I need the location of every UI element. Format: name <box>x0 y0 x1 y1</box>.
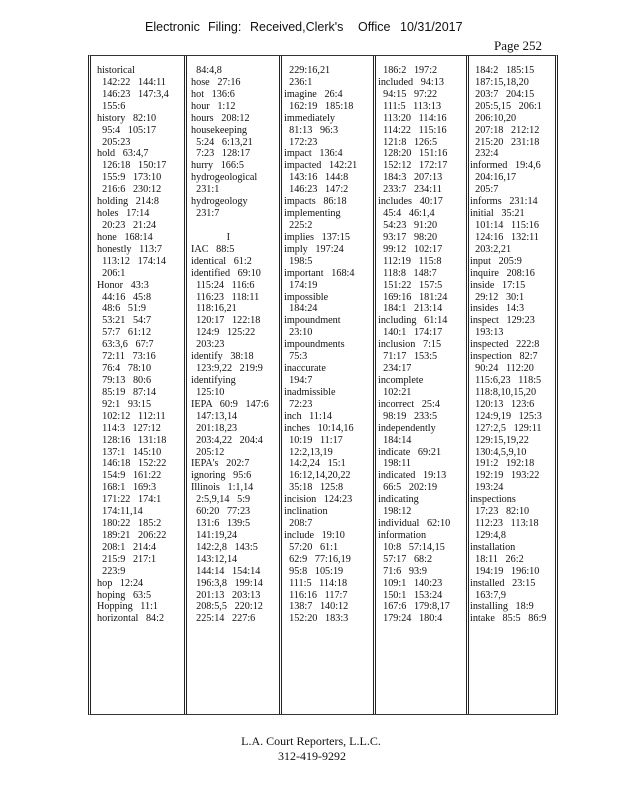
index-entry: 90:24 112:20 <box>470 363 534 375</box>
index-entry: 114:3 127:12 <box>97 422 161 434</box>
index-entry: IEPA 60:9 147:6 <box>191 398 269 410</box>
index-entry: 12:2,13,19 <box>284 446 333 458</box>
index-entry: 174:19 <box>284 279 318 291</box>
index-entry: 184:14 <box>378 434 412 446</box>
index-entry: 57:20 61:1 <box>284 541 339 553</box>
index-entry: 143:16 144:8 <box>284 172 349 184</box>
index-entry: 127:2,5 129:11 <box>470 422 542 434</box>
index-entry: 231:1 <box>191 184 220 196</box>
index-entry: insides 14:3 <box>470 303 525 315</box>
index-entry: IEPA's 202:7 <box>191 458 250 470</box>
index-entry: 120:17 122:18 <box>191 315 261 327</box>
index-entry: hoping 63:5 <box>97 589 152 601</box>
index-entry: 194:19 196:10 <box>470 565 540 577</box>
index-entry: inquire 208:16 <box>470 267 535 279</box>
index-entry: 112:23 113:18 <box>470 518 539 530</box>
index-entry: 5:24 6:13,21 <box>191 136 253 148</box>
index-entry: 115:6,23 118:5 <box>470 374 542 386</box>
index-entry: 231:7 <box>191 208 220 220</box>
index-entry: informs 231:14 <box>470 196 538 208</box>
index-entry: 154:9 161:22 <box>97 470 162 482</box>
index-entry: 208:1 214:4 <box>97 541 157 553</box>
index-entry: 232:4 <box>470 148 499 160</box>
index-entry: 112:19 115:8 <box>378 255 442 267</box>
index-entry: 137:1 145:10 <box>97 446 162 458</box>
index-entry: included 94:13 <box>378 76 444 88</box>
index-entry: input 205:9 <box>470 255 522 267</box>
index-entry: 125:10 <box>191 386 225 398</box>
index-entry: 198:11 <box>378 458 412 470</box>
index-entry: 45:4 46:1,4 <box>378 208 435 220</box>
stamp-word: Electronic <box>145 20 200 34</box>
index-entry: 126:18 150:17 <box>97 160 167 172</box>
index-entry: 184:1 213:14 <box>378 303 443 315</box>
index-entry: 201:13 203:13 <box>191 589 261 601</box>
index-entry: indicate 69:21 <box>378 446 442 458</box>
index-entry: inspect 129:23 <box>470 315 535 327</box>
index-entry: imply 197:24 <box>284 243 344 255</box>
column-divider <box>279 56 282 714</box>
index-entry: 129:4,8 <box>470 529 506 541</box>
index-entry: 16:12,14,20,22 <box>284 470 351 482</box>
index-entry: 120:13 123:6 <box>470 398 535 410</box>
index-entry: 48:6 51:9 <box>97 303 146 315</box>
index-entry: 10:8 57:14,15 <box>378 541 445 553</box>
index-entry: 174:11,14 <box>97 506 143 518</box>
index-entry: 168:1 169:3 <box>97 482 157 494</box>
index-entry: 203:2,21 <box>470 243 512 255</box>
index-entry: 201:18,23 <box>191 422 238 434</box>
index-entry: indicating <box>378 494 419 506</box>
index-entry: impacts 86:18 <box>284 196 347 208</box>
index-entry: 53:21 54:7 <box>97 315 152 327</box>
index-entry: 140:1 174:17 <box>378 327 443 339</box>
index-entry: 203:23 <box>191 339 225 351</box>
stamp-word: Office <box>358 20 391 34</box>
column-divider <box>184 56 187 714</box>
index-entry: identical 61:2 <box>191 255 252 267</box>
index-entry: impoundment <box>284 315 341 327</box>
index-entry: 225:14 227:6 <box>191 613 256 625</box>
index-entry: 179:24 180:4 <box>378 613 443 625</box>
index-entry: 123:9,22 219:9 <box>191 363 263 375</box>
stamp-word: Received,Clerk's <box>250 20 344 34</box>
index-entry: inches 10:14,16 <box>284 422 354 434</box>
index-entry: intake 85:5 86:9 <box>470 613 547 625</box>
index-entry: 111:5 113:13 <box>378 100 442 112</box>
index-entry: 184:3 207:13 <box>378 172 443 184</box>
index-entry: 233:7 234:11 <box>378 184 442 196</box>
index-entry: 128:16 131:18 <box>97 434 167 446</box>
index-entry: 229:16,21 <box>284 65 331 76</box>
index-entry: impoundments <box>284 339 345 351</box>
index-entry: 92:1 93:15 <box>97 398 152 410</box>
index-entry: ignoring 95:6 <box>191 470 252 482</box>
index-entry: inaccurate <box>284 363 326 375</box>
index-entry: 225:2 <box>284 219 313 231</box>
index-entry: 20:23 21:24 <box>97 219 157 231</box>
index-entry: 118:8,10,15,20 <box>470 386 537 398</box>
index-entry <box>191 220 277 232</box>
index-entry: includes 40:17 <box>378 196 443 208</box>
index-entry: 75:3 <box>284 351 308 363</box>
index-entry: 167:6 179:8,17 <box>378 601 450 613</box>
index-entry: 198:5 <box>284 255 313 267</box>
index-entry: impact 136:4 <box>284 148 343 160</box>
index-entry: inch 11:14 <box>284 410 333 422</box>
index-entry: holding 214:8 <box>97 196 159 208</box>
index-entry: indicated 19:13 <box>378 470 447 482</box>
index-entry: 138:7 140:12 <box>284 601 349 613</box>
index-entry: 81:13 96:3 <box>284 124 339 136</box>
index-entry: 116:16 117:7 <box>284 589 348 601</box>
index-column-3 <box>284 65 373 707</box>
index-entry: hours 208:12 <box>191 112 250 124</box>
index-entry: 205:12 <box>191 446 225 458</box>
index-entry: implies 137:15 <box>284 231 350 243</box>
index-frame <box>88 55 558 715</box>
index-entry: 216:6 230:12 <box>97 184 162 196</box>
index-entry: 207:18 212:12 <box>470 124 540 136</box>
index-entry: 113:12 174:14 <box>97 255 166 267</box>
index-column-4 <box>378 65 467 707</box>
index-entry: hose 27:16 <box>191 76 241 88</box>
index-entry: 144:14 154:14 <box>191 565 261 577</box>
index-entry: inadmissible <box>284 386 336 398</box>
index-entry: 124:9,19 125:3 <box>470 410 542 422</box>
index-entry: 155:9 173:10 <box>97 172 162 184</box>
index-entry: 10:19 11:17 <box>284 434 343 446</box>
index-entry: inclusion 7:15 <box>378 339 442 351</box>
reporter-name: L.A. Court Reporters, L.L.C. <box>241 734 381 748</box>
index-entry: 146:18 152:22 <box>97 458 167 470</box>
index-entry: historical <box>97 65 135 76</box>
index-entry: imagine 26:4 <box>284 88 343 100</box>
index-entry: 85:19 87:14 <box>97 386 157 398</box>
index-entry: 187:15,18,20 <box>470 76 529 88</box>
index-entry: 101:14 115:16 <box>470 219 539 231</box>
index-entry: initial 35:21 <box>470 208 525 220</box>
index-entry: inspection 82:7 <box>470 351 538 363</box>
index-entry: 102:21 <box>378 386 412 398</box>
index-entry: I <box>191 231 231 243</box>
index-entry: 121:8 126:5 <box>378 136 438 148</box>
index-entry: holes 17:14 <box>97 208 150 220</box>
index-entry: 142:22 144:11 <box>97 76 166 88</box>
index-entry: implementing <box>284 208 341 220</box>
index-entry: 208:7 <box>284 518 313 530</box>
index-entry: 162:19 185:18 <box>284 100 354 112</box>
index-entry: 29:12 30:1 <box>470 291 525 303</box>
index-entry: information <box>378 529 427 541</box>
index-entry: 203:4,22 204:4 <box>191 434 263 446</box>
index-entry: 130:4,5,9,10 <box>470 446 527 458</box>
index-entry: 198:12 <box>378 506 412 518</box>
index-entry: 189:21 206:22 <box>97 529 167 541</box>
index-entry: 14:2,24 15:1 <box>284 458 346 470</box>
index-entry: 60:20 77:23 <box>191 506 251 518</box>
index-entry: 118:8 148:7 <box>378 267 437 279</box>
index-entry: 146:23 147:3,4 <box>97 88 169 100</box>
index-entry: Honor 43:3 <box>97 279 149 291</box>
index-entry: incision 124:23 <box>284 494 353 506</box>
index-entry: 203:7 204:15 <box>470 88 535 100</box>
index-entry: impossible <box>284 291 329 303</box>
index-entry: 72:23 <box>284 398 313 410</box>
index-entry: 143:12,14 <box>191 553 238 565</box>
index-entry: informed 19:4,6 <box>470 160 541 172</box>
index-entry: hydrogeological <box>191 172 258 184</box>
index-entry: inspected 222:8 <box>470 339 540 351</box>
index-entry: 142:2,8 143:5 <box>191 541 258 553</box>
index-entry: 163:7,9 <box>470 589 506 601</box>
index-entry: 186:2 197:2 <box>378 65 438 76</box>
index-entry: installation <box>470 541 516 553</box>
index-entry: 57:17 68:2 <box>378 553 433 565</box>
index-entry: hour 1:12 <box>191 100 236 112</box>
index-entry: incorrect 25:4 <box>378 398 440 410</box>
index-entry: 150:1 153:24 <box>378 589 443 601</box>
index-entry: hurry 166:5 <box>191 160 244 172</box>
index-entry: 118:16,21 <box>191 303 237 315</box>
index-entry: including 61:14 <box>378 315 448 327</box>
index-entry: 44:16 45:8 <box>97 291 152 303</box>
index-entry: identified 69:10 <box>191 267 261 279</box>
index-entry: hot 136:6 <box>191 88 235 100</box>
index-entry: 193:24 <box>470 482 504 494</box>
index-entry: 206:1 <box>97 267 126 279</box>
index-entry: 94:15 97:22 <box>378 88 438 100</box>
index-entry: inside 17:15 <box>470 279 526 291</box>
index-entry: hold 63:4,7 <box>97 148 149 160</box>
index-entry: installing 18:9 <box>470 601 534 613</box>
index-entry: IAC 88:5 <box>191 243 235 255</box>
index-entry: 62:9 77:16,19 <box>284 553 351 565</box>
index-column-2 <box>191 65 277 707</box>
index-entry: 205:23 <box>97 136 131 148</box>
index-entry: 196:3,8 199:14 <box>191 577 263 589</box>
index-entry: 194:7 <box>284 374 313 386</box>
index-entry: 79:13 80:6 <box>97 374 152 386</box>
index-column-5 <box>470 65 556 707</box>
index-entry: 102:12 112:11 <box>97 410 166 422</box>
index-entry: 184:2 185:15 <box>470 65 535 76</box>
index-entry: 155:6 <box>97 100 126 112</box>
page-number: Page 252 <box>494 38 543 53</box>
index-entry: 114:22 115:16 <box>378 124 447 136</box>
index-entry: 98:19 233:5 <box>378 410 438 422</box>
index-entry: 191:2 192:18 <box>470 458 535 470</box>
index-entry: incomplete <box>378 374 424 386</box>
index-entry: 116:23 118:11 <box>191 291 260 303</box>
stamp-date: 10/31/2017 <box>400 20 463 34</box>
index-entry: 205:5,15 206:1 <box>470 100 542 112</box>
index-entry: 76:4 78:10 <box>97 363 152 375</box>
index-entry: 208:5,5 220:12 <box>191 601 263 613</box>
index-entry: 113:20 114:16 <box>378 112 447 124</box>
index-entry: 169:16 181:24 <box>378 291 448 303</box>
index-entry: 128:20 151:16 <box>378 148 448 160</box>
index-entry: 17:23 82:10 <box>470 506 530 518</box>
index-entry: Hopping 11:1 <box>97 601 159 613</box>
index-entry: 72:11 73:16 <box>97 351 156 363</box>
index-entry: 215:20 231:18 <box>470 136 540 148</box>
index-entry: 236:1 <box>284 76 313 88</box>
index-column-1 <box>97 65 181 707</box>
index-entry: Illinois 1:1,14 <box>191 482 254 494</box>
index-entry: 147:13,14 <box>191 410 238 422</box>
index-entry: installed 23:15 <box>470 577 536 589</box>
index-entry: 223:9 <box>97 565 126 577</box>
index-entry: 206:10,20 <box>470 112 517 124</box>
index-entry: 66:5 202:19 <box>378 482 438 494</box>
index-entry: 18:11 26:2 <box>470 553 524 565</box>
index-entry: 124:9 125:22 <box>191 327 256 339</box>
index-entry: individual 62:10 <box>378 518 451 530</box>
index-entry: 124:16 132:11 <box>470 231 539 243</box>
index-entry: 95:8 105:19 <box>284 565 344 577</box>
index-entry: 146:23 147:2 <box>284 184 349 196</box>
index-entry: housekeeping <box>191 124 248 136</box>
index-entry: 95:4 105:17 <box>97 124 157 136</box>
index-entry: 7:23 128:17 <box>191 148 251 160</box>
index-entry: honestly 113:7 <box>97 243 162 255</box>
index-entry: 129:15,19,22 <box>470 434 529 446</box>
index-entry: history 82:10 <box>97 112 157 124</box>
index-entry: 215:9 217:1 <box>97 553 157 565</box>
index-entry: 71:6 93:9 <box>378 565 427 577</box>
index-entry: 111:5 114:18 <box>284 577 348 589</box>
index-entry: 171:22 174:1 <box>97 494 162 506</box>
column-divider <box>466 56 469 714</box>
index-entry: impacted 142:21 <box>284 160 358 172</box>
index-entry: 193:13 <box>470 327 504 339</box>
index-entry: 71:17 153:5 <box>378 351 438 363</box>
index-entry: inspections <box>470 494 516 506</box>
index-entry: 63:3,6 67:7 <box>97 339 154 351</box>
index-entry: 180:22 185:2 <box>97 518 162 530</box>
index-entry: inclination <box>284 506 328 518</box>
index-entry: 109:1 140:23 <box>378 577 443 589</box>
index-entry: 152:20 183:3 <box>284 613 349 625</box>
index-entry: hop 12:24 <box>97 577 144 589</box>
index-entry: 234:17 <box>378 363 412 375</box>
index-entry: 205:7 <box>470 184 499 196</box>
index-entry: include 19:10 <box>284 529 345 541</box>
index-entry: horizontal 84:2 <box>97 613 165 625</box>
index-entry: 115:24 116:6 <box>191 279 255 291</box>
index-entry: 131:6 139:5 <box>191 518 251 530</box>
index-entry: 192:19 193:22 <box>470 470 540 482</box>
stamp-word: Filing: <box>208 20 242 34</box>
index-entry: 23:10 <box>284 327 313 339</box>
index-entry: 99:12 102:17 <box>378 243 443 255</box>
index-entry: hydrogeology <box>191 196 248 208</box>
column-divider <box>373 56 376 714</box>
index-entry: important 168:4 <box>284 267 355 279</box>
index-entry: 204:16,17 <box>470 172 517 184</box>
index-entry: 151:22 157:5 <box>378 279 443 291</box>
index-entry: 172:23 <box>284 136 318 148</box>
index-entry: 54:23 91:20 <box>378 219 438 231</box>
index-entry: 57:7 61:12 <box>97 327 152 339</box>
index-entry: 184:24 <box>284 303 318 315</box>
index-entry: identifying <box>191 374 236 386</box>
index-entry: independently <box>378 422 436 434</box>
index-entry: 141:19,24 <box>191 529 238 541</box>
index-entry: 152:12 172:17 <box>378 160 448 172</box>
index-entry: 35:18 125:8 <box>284 482 344 494</box>
index-entry: immediately <box>284 112 335 124</box>
index-entry: identify 38:18 <box>191 351 254 363</box>
index-entry: 2:5,9,14 5:9 <box>191 494 251 506</box>
index-entry: 84:4,8 <box>191 65 222 76</box>
index-entry: hone 168:14 <box>97 231 153 243</box>
reporter-phone: 312-419-9292 <box>278 749 346 763</box>
index-entry: 93:17 98:20 <box>378 231 438 243</box>
